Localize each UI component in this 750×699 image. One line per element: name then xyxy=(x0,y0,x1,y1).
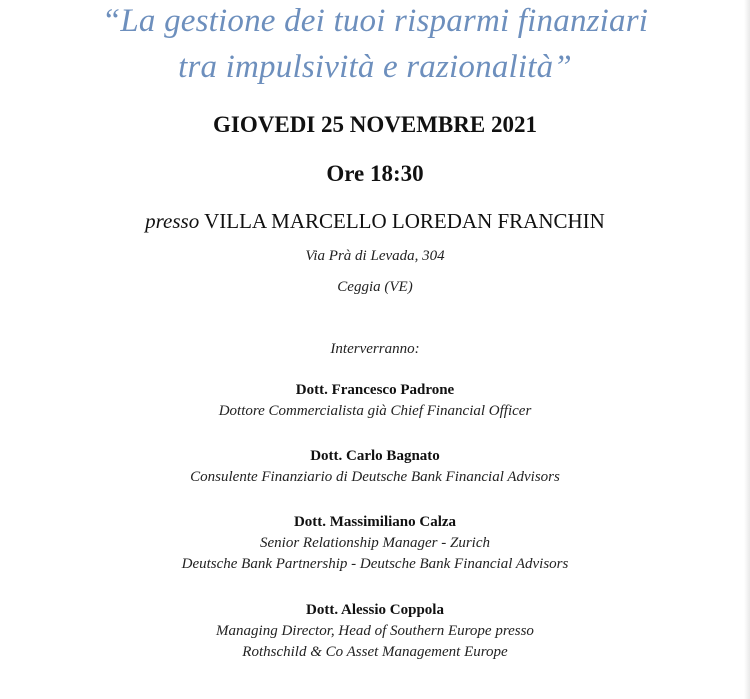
speaker-block xyxy=(0,380,750,422)
page-edge-shadow xyxy=(744,0,750,699)
speakers-intro: Interverranno: xyxy=(330,341,420,357)
speaker-name: Dott. Massimiliano Calza xyxy=(293,514,457,530)
speaker-role: Senior Relationship Manager - Zurich xyxy=(260,535,490,551)
speaker-name: Dott. Francesco Padrone xyxy=(295,382,455,398)
speaker-name: Dott. Carlo Bagnato xyxy=(310,448,440,464)
speaker-role: Consulente Finanziario di Deutsche Bank Financial Advisors xyxy=(190,469,560,485)
speaker-block xyxy=(0,600,750,663)
venue-prefix: presso xyxy=(145,209,200,233)
venue-address-street: Via Prà di Levada, 304 xyxy=(305,248,445,264)
speaker-role: Managing Director, Head of Southern Europe presso xyxy=(216,623,534,639)
speaker-role: Dottore Commercialista già Chief Financial Officer xyxy=(218,403,532,419)
event-venue xyxy=(0,207,750,235)
event-title-line-1: “La gestione dei tuoi risparmi finanziari xyxy=(101,3,649,39)
speaker-role: Deutsche Bank Partnership - Deutsche Bank Financial Advisors xyxy=(181,556,569,572)
speaker-name: Dott. Alessio Coppola xyxy=(306,602,444,618)
venue-address-city: Ceggia (VE) xyxy=(337,279,413,295)
event-date: GIOVEDI 25 NOVEMBRE 2021 xyxy=(213,112,537,137)
speaker-role: Rothschild & Co Asset Management Europe xyxy=(242,644,508,660)
event-title-line-2: tra impulsività e razionalità” xyxy=(178,49,572,85)
speaker-block xyxy=(0,512,750,575)
speaker-block xyxy=(0,446,750,488)
venue-name: VILLA MARCELLO LOREDAN FRANCHIN xyxy=(204,209,605,233)
event-time: Ore 18:30 xyxy=(326,161,424,186)
